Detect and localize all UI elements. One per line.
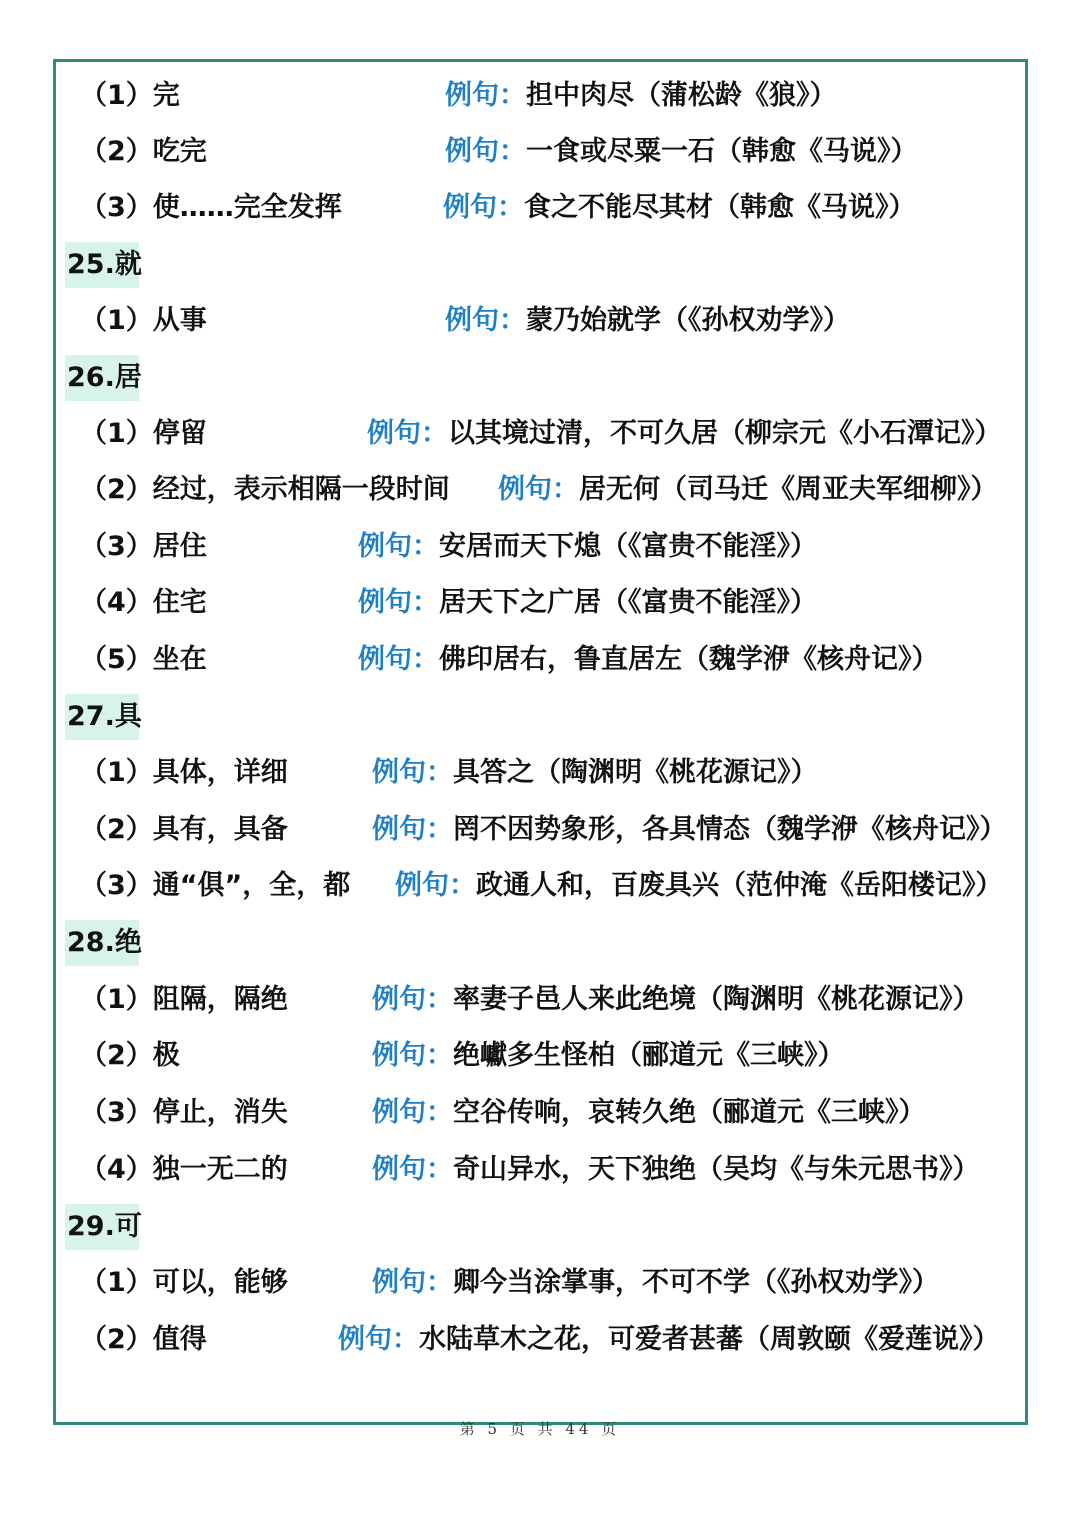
example-26-1 bbox=[367, 411, 1002, 457]
example-text: 安居而天下熄（《富贵不能淫》） bbox=[439, 531, 817, 562]
section-heading-26: 26.居 bbox=[65, 355, 139, 401]
meaning-29-2: （2）值得 bbox=[80, 1324, 207, 1355]
example-label: 例句： bbox=[498, 474, 579, 505]
example-text: 居无何（司马迁《周亚夫军细柳》） bbox=[579, 474, 998, 505]
meaning-28-3: （3）停止，消失 bbox=[80, 1097, 288, 1128]
page-frame bbox=[53, 59, 1028, 1425]
section-heading-29: 29.可 bbox=[65, 1204, 139, 1250]
example-text: 一食或尽粟一石（韩愈《马说》） bbox=[526, 136, 918, 167]
example-text: 担中肉尽（蒲松龄《狼》） bbox=[526, 80, 837, 111]
meaning-27-3: （3）通“俱”，全，都 bbox=[80, 870, 351, 901]
example-label: 例句： bbox=[443, 192, 524, 223]
example-text: 以其境过清，不可久居（柳宗元《小石潭记》） bbox=[448, 418, 1002, 449]
example-text: 政通人和，百废具兴（范仲淹《岳阳楼记》） bbox=[476, 870, 1003, 901]
example-label: 例句： bbox=[445, 80, 526, 111]
example-text: 具答之（陶渊明《桃花源记》） bbox=[453, 757, 818, 788]
meaning-25-1: （1）从事 bbox=[80, 305, 207, 336]
example-text: 水陆草木之花，可爱者甚蕃（周敦颐《爱莲说》） bbox=[419, 1324, 1000, 1355]
section-heading-28: 28.绝 bbox=[65, 920, 139, 966]
example-text: 蒙乃始就学（《孙权劝学》） bbox=[526, 305, 850, 336]
page-footer: 第 5 页 共 44 页 bbox=[459, 1420, 621, 1438]
example-text: 居天下之广居（《富贵不能淫》） bbox=[439, 587, 817, 618]
example-24-1 bbox=[445, 73, 837, 119]
meaning-27-2: （2）具有，具备 bbox=[80, 814, 288, 845]
example-27-1 bbox=[372, 750, 818, 796]
example-24-3 bbox=[443, 185, 916, 231]
meaning-26-2: （2）经过，表示相隔一段时间 bbox=[80, 474, 450, 505]
example-label: 例句： bbox=[372, 814, 453, 845]
example-28-1 bbox=[372, 977, 980, 1023]
meaning-29-1: （1）可以，能够 bbox=[80, 1267, 288, 1298]
example-text: 罔不因势象形，各具情态（魏学洢《核舟记》） bbox=[453, 814, 1007, 845]
example-24-2 bbox=[445, 129, 918, 175]
example-27-2 bbox=[372, 807, 1007, 853]
example-label: 例句： bbox=[372, 1154, 453, 1185]
meaning-26-4: （4）住宅 bbox=[80, 587, 207, 618]
section-heading-25: 25.就 bbox=[65, 242, 139, 288]
example-text: 空谷传响，哀转久绝（郦道元《三峡》） bbox=[453, 1097, 926, 1128]
example-label: 例句： bbox=[372, 1097, 453, 1128]
example-25-1 bbox=[445, 298, 850, 344]
example-28-3 bbox=[372, 1090, 926, 1136]
example-label: 例句： bbox=[395, 870, 476, 901]
example-29-2 bbox=[338, 1317, 1000, 1363]
example-text: 绝巘多生怪柏（郦道元《三峡》） bbox=[453, 1040, 845, 1071]
example-26-3 bbox=[358, 524, 817, 570]
example-28-4 bbox=[372, 1147, 980, 1193]
example-label: 例句： bbox=[367, 418, 448, 449]
meaning-26-3: （3）居住 bbox=[80, 531, 207, 562]
meaning-26-5: （5）坐在 bbox=[80, 644, 207, 675]
example-26-5 bbox=[358, 637, 939, 683]
example-label: 例句： bbox=[358, 587, 439, 618]
example-label: 例句： bbox=[372, 1040, 453, 1071]
meaning-24-3: （3）使……完全发挥 bbox=[80, 192, 342, 223]
example-label: 例句： bbox=[445, 136, 526, 167]
example-28-2 bbox=[372, 1033, 845, 1079]
meaning-26-1: （1）停留 bbox=[80, 418, 207, 449]
meaning-28-1: （1）阻隔，隔绝 bbox=[80, 984, 288, 1015]
example-label: 例句： bbox=[358, 644, 439, 675]
example-text: 奇山异水，天下独绝（吴均《与朱元思书》） bbox=[453, 1154, 980, 1185]
example-label: 例句： bbox=[372, 984, 453, 1015]
example-text: 率妻子邑人来此绝境（陶渊明《桃花源记》） bbox=[453, 984, 980, 1015]
meaning-24-1: （1）完 bbox=[80, 80, 180, 111]
example-text: 佛印居右，鲁直居左（魏学洢《核舟记》） bbox=[439, 644, 939, 675]
meaning-28-2: （2）极 bbox=[80, 1040, 180, 1071]
example-26-2 bbox=[498, 467, 998, 513]
meaning-27-1: （1）具体，详细 bbox=[80, 757, 288, 788]
example-label: 例句： bbox=[445, 305, 526, 336]
section-heading-27: 27.具 bbox=[65, 694, 139, 740]
example-27-3 bbox=[395, 863, 1003, 909]
example-29-1 bbox=[372, 1260, 939, 1306]
example-label: 例句： bbox=[372, 757, 453, 788]
example-label: 例句： bbox=[358, 531, 439, 562]
meaning-28-4: （4）独一无二的 bbox=[80, 1154, 288, 1185]
example-text: 食之不能尽其材（韩愈《马说》） bbox=[524, 192, 916, 223]
example-text: 卿今当涂掌事，不可不学（《孙权劝学》） bbox=[453, 1267, 939, 1298]
meaning-24-2: （2）吃完 bbox=[80, 136, 207, 167]
example-26-4 bbox=[358, 580, 817, 626]
example-label: 例句： bbox=[372, 1267, 453, 1298]
example-label: 例句： bbox=[338, 1324, 419, 1355]
